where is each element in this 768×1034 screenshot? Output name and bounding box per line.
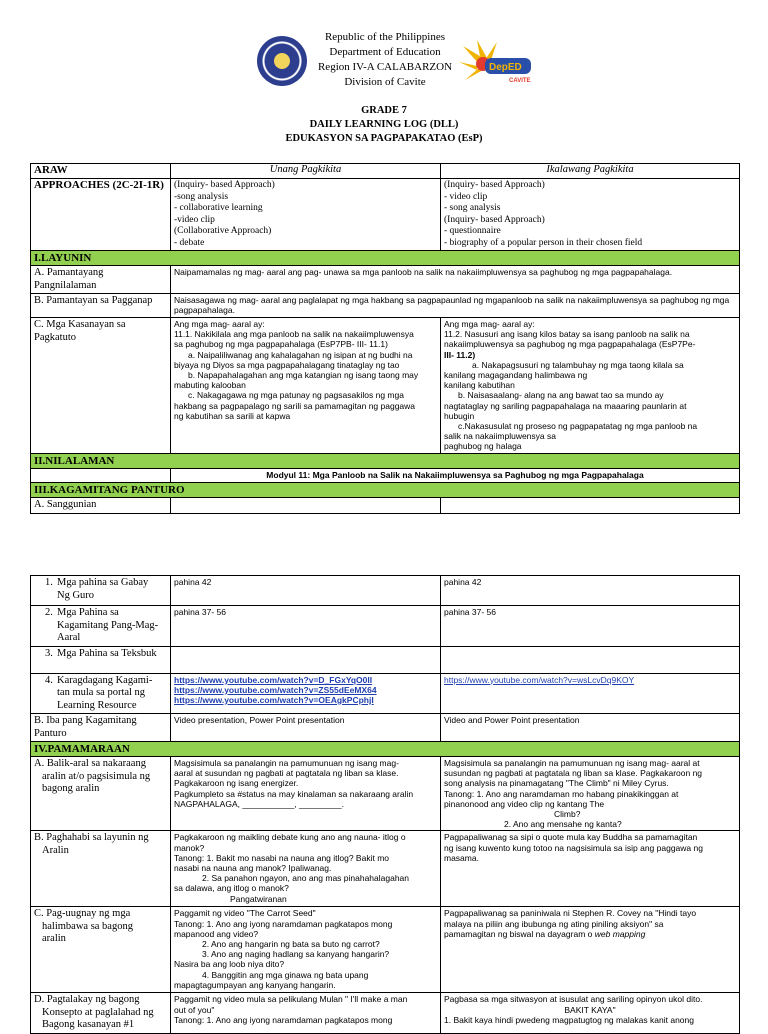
balik-aral-day1: Magsisimula sa panalangin na pamumunuan ng isang mag- aaral at susundan ng pagbati at pagtatala ng liban sa klase. Pagkakaroon ng isang energizer. Pagkumpleto sa #status na may kinalaman sa nakaraang aralin NAGPAHALAGA, ___________, _________. xyxy=(171,757,441,831)
empty-cell xyxy=(171,498,441,514)
paghahabi-label: B. Paghahabi sa layunin ng Aralin xyxy=(31,831,171,907)
kagamitang-mag-aaral-label: 2. Mga Pahina sa Kagamitang Pang-Mag- Aaral xyxy=(31,606,171,647)
teksbuk-label: 3. Mga Pahina sa Teksbuk xyxy=(31,646,171,673)
table-row xyxy=(31,454,740,469)
kasanayan-label: C. Mga Kasanayan sa Pagkatuto xyxy=(31,318,171,454)
table-row xyxy=(31,831,740,907)
kasanayan-day2: Ang mga mag- aaral ay: 11.2. Nasusuri ang isang kilos batay sa isang panloob na salik na nakaiimpluwensya sa paghubog ng mga pagpapahalaga (EsP7Pe- III- 11.2) a. Nakapagsusuri ng talambuhay ng mga taong kilala sa kanilang magagandang halimbawa ng kanilang kabutihan b. Naisasaalang- alang na ang bawat tao sa mundo ay nagtataglay ng sariling pagpapahalaga na maaaring paunlarin at hubugin c.Nakasusulat ng proseso ng pagpapatatag ng mga panloob na salik na nakaiimpluwensya sa paghubog ng halaga xyxy=(441,318,740,454)
approaches-label: APPROACHES (2C-2I-1R) xyxy=(31,179,171,251)
org-line: Republic of the Philippines xyxy=(324,31,446,43)
araw-header: ARAW xyxy=(31,164,171,179)
org-line: Division of Cavite xyxy=(344,76,426,88)
pamantayan-sa-pagganap-text: Naisasagawa ng mag- aaral ang paglalapat ng mga hakbang sa pagpapaunlad ng mgapanloob na salik na nakaiimpluwensya sa paghubog ng mga pagpapahalaga. xyxy=(171,294,740,318)
table-row xyxy=(31,606,740,647)
kagamitang-mag-aaral-day1: pahina 37- 56 xyxy=(171,606,441,647)
kagamitang-mag-aaral-day2: pahina 37- 56 xyxy=(441,606,740,647)
deped-cavite-logo xyxy=(457,38,539,84)
karagdagang-kagamitan-label: 4. Karagdagang Kagami- tan mula sa portal ng Learning Resource xyxy=(31,673,171,714)
grade-title: GRADE 7 xyxy=(361,105,407,116)
pagtalakay-day1: Paggamit ng video mula sa pelikulang Mulan " I'll make a man out of you" Tanong: 1. Ano ang iyong naramdaman pagkatapos mong xyxy=(171,993,441,1034)
table-row xyxy=(31,993,740,1034)
approaches-day2: (Inquiry- based Approach) - video clip - song analysis (Inquiry- based Approach) - questionnaire - biography of a popular person in their chosen field xyxy=(441,179,740,251)
dll-table-page2 xyxy=(30,575,740,1034)
letterhead xyxy=(0,30,768,90)
paghahabi-day1: Pagkakaroon ng maikling debate kung ano ang nauna- itlog o manok? Tanong: 1. Bakit mo nasabi na nauna ang itlog? Bakit mo nasabi na nauna ang manok? Ipaliwanag. 2. Sa panahon ngayon, ano ang mas pinahahalagahan sa dalawa, ang itlog o manok? Pangatwiranan xyxy=(171,831,441,907)
table-row xyxy=(31,714,740,742)
gabay-guro-day2: pahina 42 xyxy=(441,576,740,606)
pamamaraan-section: IV.PAMAMARAAN xyxy=(31,742,740,757)
pamantayang-pangnilalaman-label: A. Pamantayang Pangnilalaman xyxy=(31,266,171,294)
kasanayan-day1: Ang mga mag- aaral ay: 11.1. Nakikilala ang mga panloob na salik na nakaiimpluwensya sa paghubog ng mga pagpapahalaga (EsP7PB- III- 11.1) a. Naipaliliwanag ang kahalagahan ng isipan at ng budhi na biyaya ng Diyos sa mga pagpapahalagang tinataglay ng tao b. Napapahalagahan ang mga katangian ng isang taong may mabuting kalooban c. Nakagagawa ng mga patunay ng pagsasakilos ng mga hakbang sa pagpapalago ng sarili sa pamamagitan ng paggawa ng kabutihan sa sarili at kapwa xyxy=(171,318,441,454)
table-row xyxy=(31,266,740,294)
document-title xyxy=(0,104,768,146)
resource-links-day1 xyxy=(171,673,441,714)
table-row xyxy=(31,251,740,266)
table-row xyxy=(31,164,740,179)
svg-text:CAVITE: CAVITE xyxy=(509,78,531,84)
subject-title: EDUKASYON SA PAGPAPAKATAO (EsP) xyxy=(285,133,483,144)
dll-table-page1 xyxy=(30,163,740,514)
ikalawang-pagkikita-header: Ikalawang Pagkikita xyxy=(441,164,740,179)
empty-cell xyxy=(31,469,171,483)
table-row xyxy=(31,294,740,318)
iba-pang-kagamitan-label: B. Iba pang Kagamitang Panturo xyxy=(31,714,171,742)
empty-cell xyxy=(441,498,740,514)
pag-uugnay-label: C. Pag-uugnay ng mga halimbawa sa bagong aralin xyxy=(31,907,171,993)
org-line: Department of Education xyxy=(329,46,441,58)
balik-aral-day2: Magsisimula sa panalangin na pamumunuan ng isang mag- aaral at susundan ng pagbati at pagtatala ng liban sa klase. Pagkakaroon ng song analysis na pinamagatang "The Climb" ni Miley Cyrus. Tanong: 1. Ano ang naramdaman mo habang pinakikinggan at pinanonood ang video clip ng kantang The Climb? 2. Ano ang mensahe ng kanta? xyxy=(441,757,740,831)
approaches-day1: (Inquiry- based Approach) -song analysis - collaborative learning -video clip (Collaborative Approach) - debate xyxy=(171,179,441,251)
empty-cell xyxy=(171,646,441,673)
empty-cell xyxy=(441,646,740,673)
layunin-section: I.LAYUNIN xyxy=(31,251,740,266)
table-row xyxy=(31,673,740,714)
dll-title: DAILY LEARNING LOG (DLL) xyxy=(309,119,459,130)
nilalaman-section: II.NILALAMAN xyxy=(31,454,740,469)
table-row xyxy=(31,318,740,454)
svg-text:DepED: DepED xyxy=(489,62,522,73)
unang-pagkikita-header: Unang Pagkikita xyxy=(171,164,441,179)
org-line: Region IV-A CALABARZON xyxy=(317,61,453,73)
table-row xyxy=(31,742,740,757)
organization-block xyxy=(300,30,470,90)
sanggunian-label: A. Sanggunian xyxy=(31,498,171,514)
table-row xyxy=(31,469,740,483)
pagtalakay-day2: Pagbasa sa mga sitwasyon at isusulat ang sariling opinyon ukol dito. BAKIT KAYA" 1. Bakit kaya hindi pwedeng magpatugtog ng malakas kanit anong xyxy=(441,993,740,1034)
iba-pang-kagamitan-day2: Video and Power Point presentation xyxy=(441,714,740,742)
kagamitan-section: III.KAGAMITANG PANTURO xyxy=(31,483,740,498)
pag-uugnay-day1: Paggamit ng video "The Carrot Seed" Tanong: 1. Ano ang iyong naramdaman pagkatapos mong mapanood ang video? 2. Ano ang hangarin ng bata sa buto ng carrot? 3. Ano ang naging hadlang sa kanyang hangarin? Nasira ba ang loob niya dito? 4. Banggitin ang mga ginawa ng bata upang mapagtagumpayan ang kanyang hangarin. xyxy=(171,907,441,993)
pag-uugnay-day2: Pagpapaliwanag sa paniniwala ni Stephen R. Covey na "Hindi tayo malaya na piliin ang ibubunga ng ating piniling aksiyon" sa pamamagitan ng biswal na dayagram o web mapping xyxy=(441,907,740,993)
table-row xyxy=(31,646,740,673)
youtube-link[interactable]: https://www.youtube.com/watch?v=ZS55dEeMX64 xyxy=(174,684,377,695)
pamantayang-pangnilalaman-text: Naipamamalas ng mag- aaral ang pag- unawa sa mga panloob na salik na nakaiimpluwensya sa paghubog ng mga pagpapahalaga. xyxy=(171,266,740,294)
modul-title: Modyul 11: Mga Panloob na Salik na Nakaiimpluwensya sa Paghubog ng mga Pagpapahalaga xyxy=(171,469,740,483)
paghahabi-day2: Pagpapaliwanag sa sipi o quote mula kay Buddha sa pamamagitan ng isang kuwento kung totoo na nagsisimula sa isip ang paggawa ng masama. xyxy=(441,831,740,907)
iba-pang-kagamitan-day1: Video presentation, Power Point presentation xyxy=(171,714,441,742)
table-row xyxy=(31,757,740,831)
table-row xyxy=(31,483,740,498)
table-row xyxy=(31,576,740,606)
pagtalakay-label: D. Pagtalakay ng bagong Konsepto at paglalahad ng Bagong kasanayan #1 xyxy=(31,993,171,1034)
resource-links-day2 xyxy=(441,673,740,714)
table-row xyxy=(31,498,740,514)
youtube-link[interactable]: https://www.youtube.com/watch?v=D_FGxYqO0II xyxy=(174,674,373,685)
table-row xyxy=(31,907,740,993)
gabay-guro-label: 1. Mga pahina sa Gabay Ng Guro xyxy=(31,576,171,606)
balik-aral-label: A. Balik-aral sa nakaraang aralin at/o pagsisimula ng bagong aralin xyxy=(31,757,171,831)
pamantayan-sa-pagganap-label: B. Pamantayan sa Pagganap xyxy=(31,294,171,318)
table-row xyxy=(31,179,740,251)
youtube-link[interactable]: https://www.youtube.com/watch?v=OEAgkPCphjI xyxy=(174,694,374,705)
gabay-guro-day1: pahina 42 xyxy=(171,576,441,606)
youtube-link[interactable]: https://www.youtube.com/watch?v=wsLcvDq9KOY xyxy=(444,674,635,685)
